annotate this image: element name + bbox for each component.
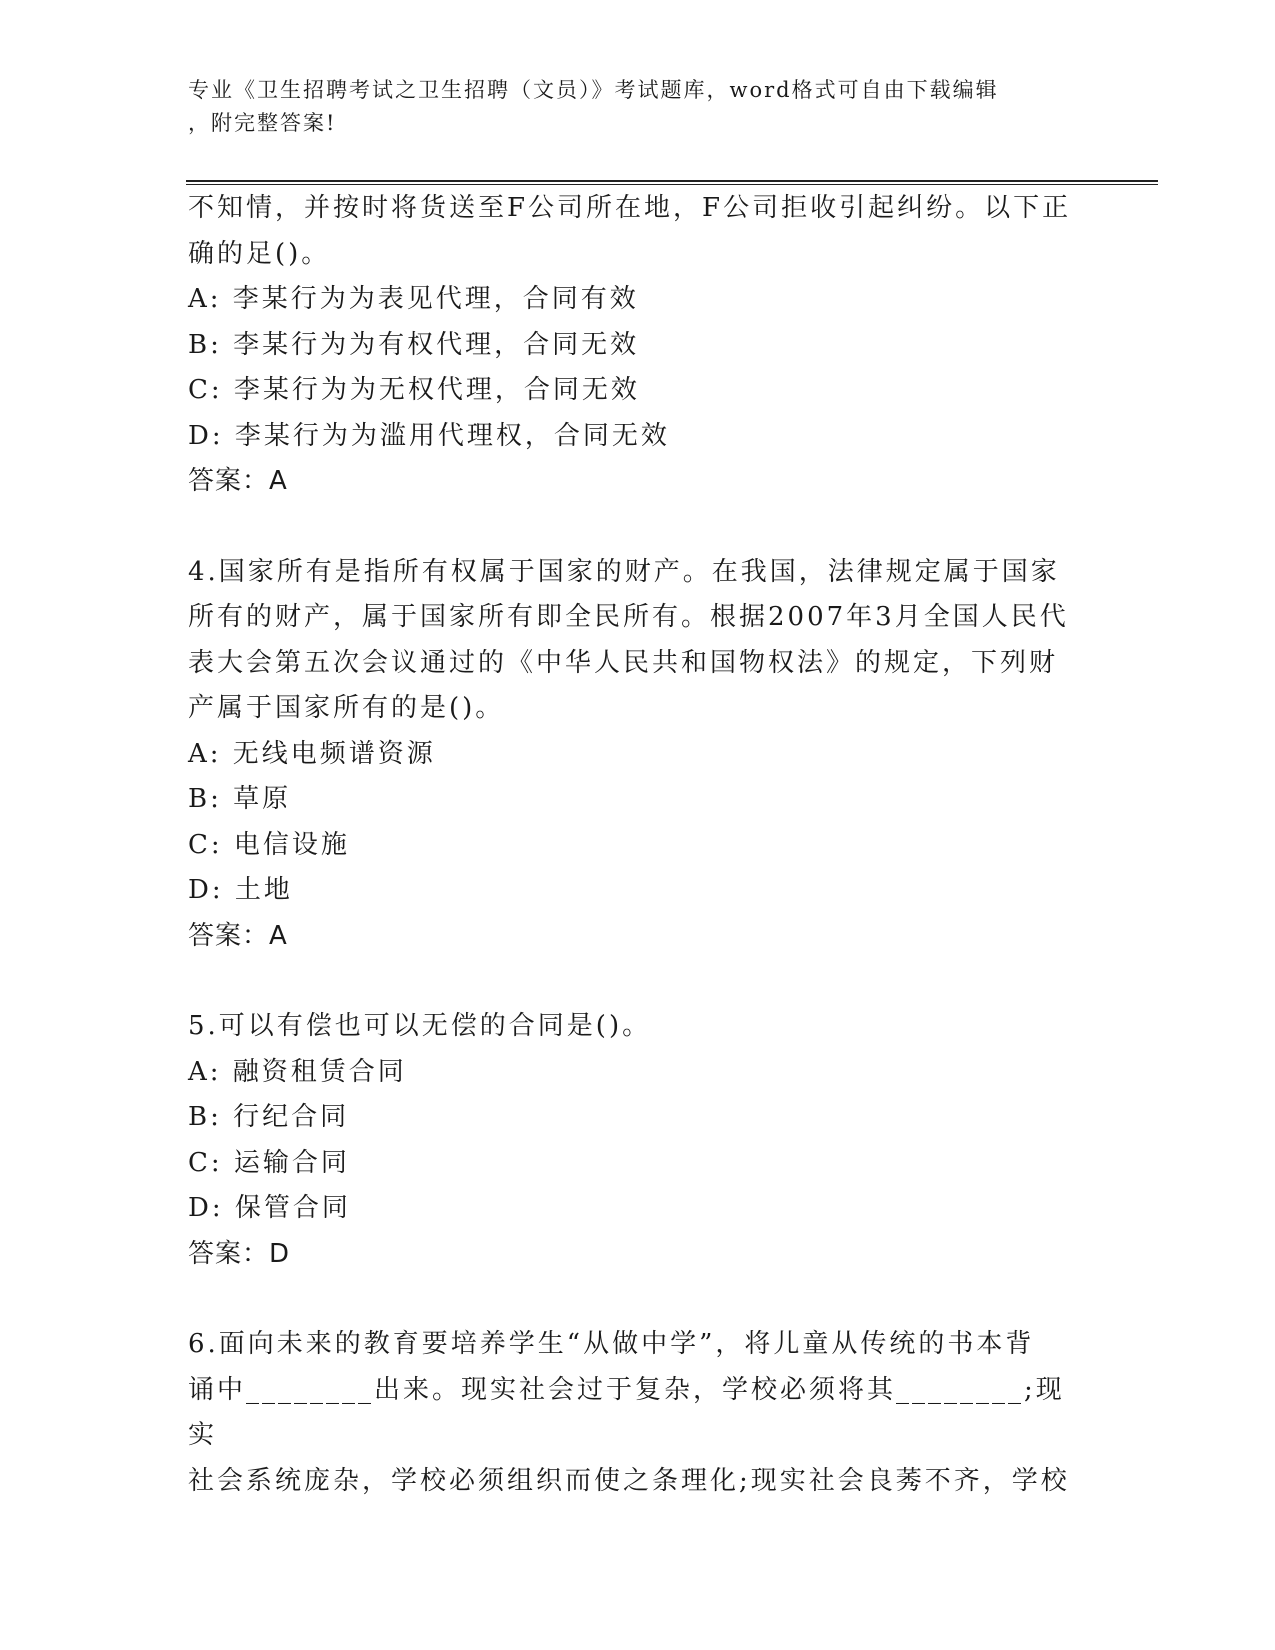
option-d: D: 李某行为为滥用代理权，合同无效 xyxy=(188,420,670,451)
header-divider xyxy=(186,180,1158,185)
question-stem-line: 社会系统庞杂，学校必须组织而使之条理化;现实社会良莠不齐，学校 xyxy=(188,1465,1070,1496)
header-line-2: ，附完整答案! xyxy=(188,111,337,135)
option-b: B: 李某行为为有权代理，合同无效 xyxy=(188,329,640,360)
option-c: C: 电信设施 xyxy=(188,829,350,860)
question-5 xyxy=(188,1004,1088,1277)
answer-line: 答案：A xyxy=(188,466,288,496)
page-header xyxy=(188,74,1088,140)
option-d: D: 保管合同 xyxy=(188,1193,351,1223)
question-4 xyxy=(188,550,1088,960)
option-b: B: 行纪合同 xyxy=(188,1102,350,1132)
header-line-1: 专业《卫生招聘考试之卫生招聘（文员）》考试题库，word格式可自由下载编辑 xyxy=(188,78,999,102)
option-b: B: 草原 xyxy=(188,784,292,814)
option-d: D: 土地 xyxy=(188,875,293,905)
question-stem-line: 所有的财产，属于国家所有即全民所有。根据2007年3月全国人民代 xyxy=(188,602,1069,632)
question-6 xyxy=(188,1322,1088,1504)
option-a: A: 李某行为为表见代理，合同有效 xyxy=(188,284,639,314)
question-stem-line: 4.国家所有是指所有权属于国家的财产。在我国，法律规定属于国家 xyxy=(188,556,1060,587)
question-stem-line: 5.可以有偿也可以无偿的合同是()。 xyxy=(188,1011,652,1041)
option-c: C: 运输合同 xyxy=(188,1147,350,1178)
question-stem-line: 诵中________出来。现实社会过于复杂，学校必须将其________;现实 xyxy=(188,1374,1065,1450)
option-a: A: 融资租赁合同 xyxy=(188,1056,407,1087)
answer-line: 答案：D xyxy=(188,1238,291,1269)
document-body xyxy=(188,186,1088,1504)
question-stem-line: 确的足()。 xyxy=(188,238,331,269)
question-stem-line: 产属于国家所有的是()。 xyxy=(188,693,505,723)
question-3 xyxy=(188,186,1088,505)
question-stem-line: 表大会第五次会议通过的《中华人民共和国物权法》的规定，下列财 xyxy=(188,647,1059,678)
option-c: C: 李某行为为无权代理，合同无效 xyxy=(188,375,640,405)
option-a: A: 无线电频谱资源 xyxy=(188,738,436,769)
question-stem-line: 不知情，并按时将货送至F公司所在地，F公司拒收引起纠纷。以下正 xyxy=(188,193,1072,223)
answer-line: 答案：A xyxy=(188,920,288,951)
question-stem-line: 6.面向未来的教育要培养学生“从做中学”，将儿童从传统的书本背 xyxy=(188,1329,1035,1359)
